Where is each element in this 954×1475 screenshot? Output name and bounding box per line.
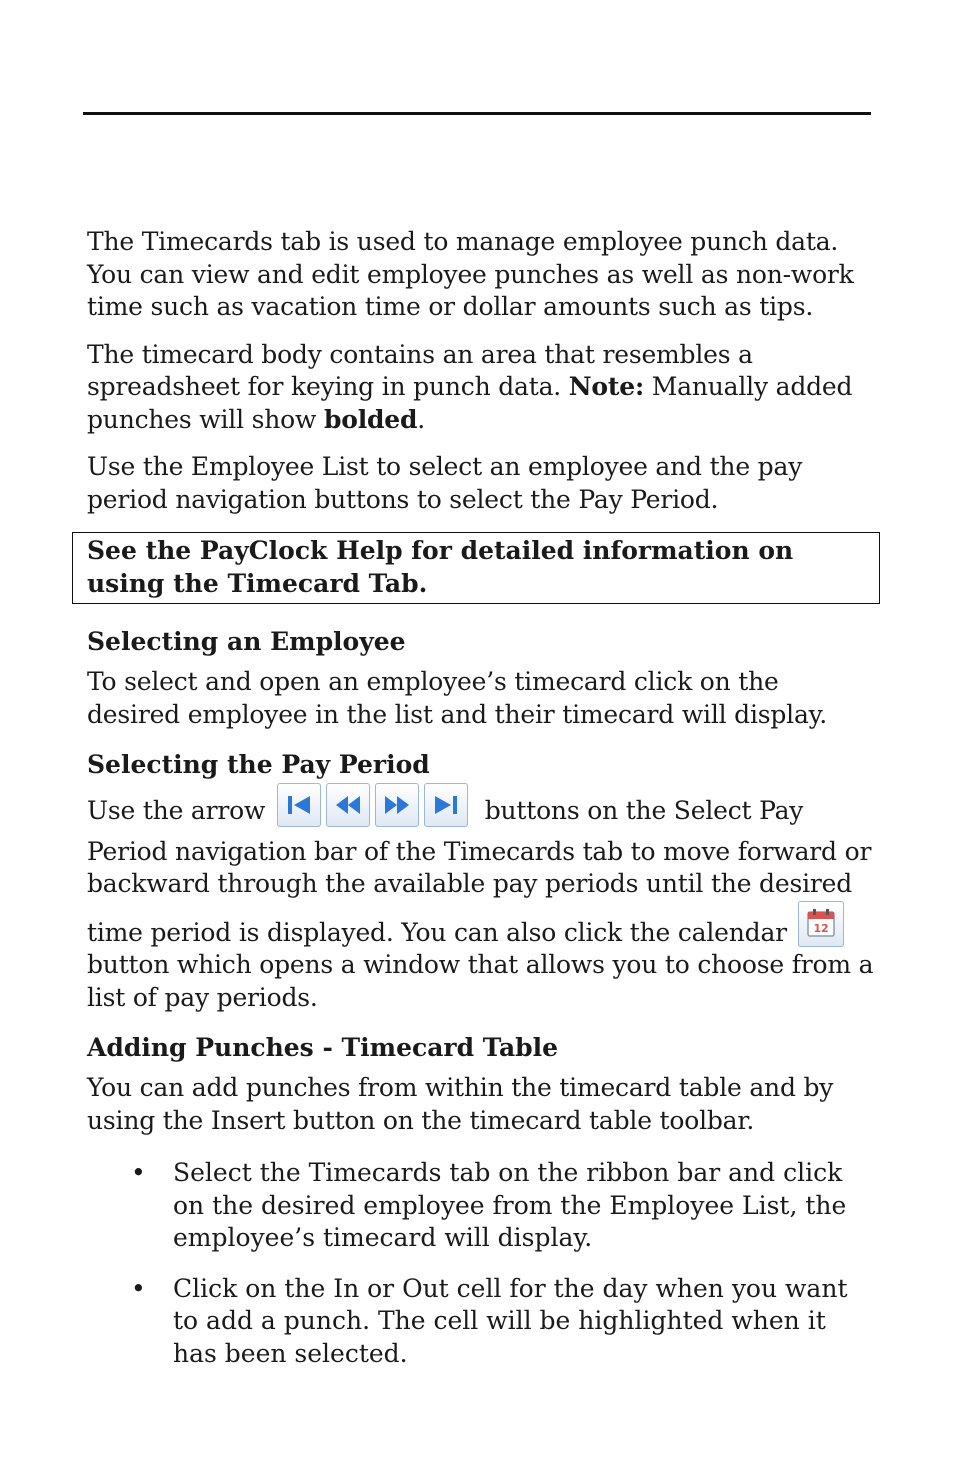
pay-period-text-before: Use the arrow (87, 796, 266, 825)
section-selecting-employee (87, 626, 877, 731)
heading-selecting-pay-period: Selecting the Pay Period (87, 750, 430, 779)
intro-p2-end: . (417, 404, 426, 434)
pay-period-text-after-calendar: button which opens a window that allows you to choose from a list of pay periods. (87, 950, 874, 1012)
page-content (87, 226, 877, 1388)
note-label: Note: (568, 372, 644, 401)
calendar-icon[interactable] (798, 901, 844, 947)
list-item (87, 1273, 863, 1371)
intro-paragraph-3: Use the Employee List to select an employee and the pay period navigation buttons to select the Pay Period. (87, 452, 803, 514)
heading-selecting-employee: Selecting an Employee (87, 627, 406, 656)
heading-adding-punches: Adding Punches - Timecard Table (87, 1033, 559, 1062)
section-adding-punches (87, 1032, 877, 1370)
previous-period-icon[interactable] (326, 783, 370, 827)
intro-paragraph-1: The Timecards tab is used to manage employee punch data. You can view and edit employee punches as well as non-work time such as vacation time or dollar amounts such as tips. (87, 227, 854, 321)
bolded-word: bolded (323, 404, 418, 434)
intro-p2-start: The timecard body contains an area that resembles a spreadsheet for keying in punch data. (87, 339, 753, 401)
list-item-text: Select the Timecards tab on the ribbon bar and click on the desired employee from the Employee List, the employee’s timecard will display. (173, 1158, 847, 1252)
calendar-day: 12 (813, 921, 829, 935)
header-rule (83, 112, 871, 115)
intro-paragraph-2 (87, 339, 877, 437)
help-note-box: See the PayClock Help for detailed information on using the Timecard Tab. (72, 532, 880, 604)
pay-period-text-after: buttons on the Select Pay Period navigation bar of the Timecards tab to move forward or backward through the available pay periods until the desired time period is displayed. You can also click the calendar (87, 796, 872, 947)
adding-punches-steps (87, 1157, 877, 1370)
bullet-marker: • (131, 1158, 146, 1187)
selecting-pay-period-text (87, 783, 877, 1014)
adding-punches-text: You can add punches from within the timecard table and by using the Insert button on the timecard table toolbar. (87, 1073, 834, 1135)
list-item-text: Click on the In or Out cell for the day when you want to add a punch. The cell will be highlighted when it has been selected. (173, 1273, 848, 1368)
next-period-icon[interactable] (375, 783, 419, 827)
list-item (87, 1157, 863, 1255)
last-period-icon[interactable] (424, 783, 468, 827)
selecting-employee-text: To select and open an employee’s timecard click on the desired employee in the list and their timecard will display. (87, 667, 828, 729)
section-selecting-pay-period (87, 749, 877, 1014)
intro-p2-middle: Manually added punches will show (87, 372, 853, 434)
pay-period-nav-buttons (277, 783, 473, 836)
first-period-icon[interactable] (277, 783, 321, 827)
bullet-marker: • (131, 1273, 146, 1303)
